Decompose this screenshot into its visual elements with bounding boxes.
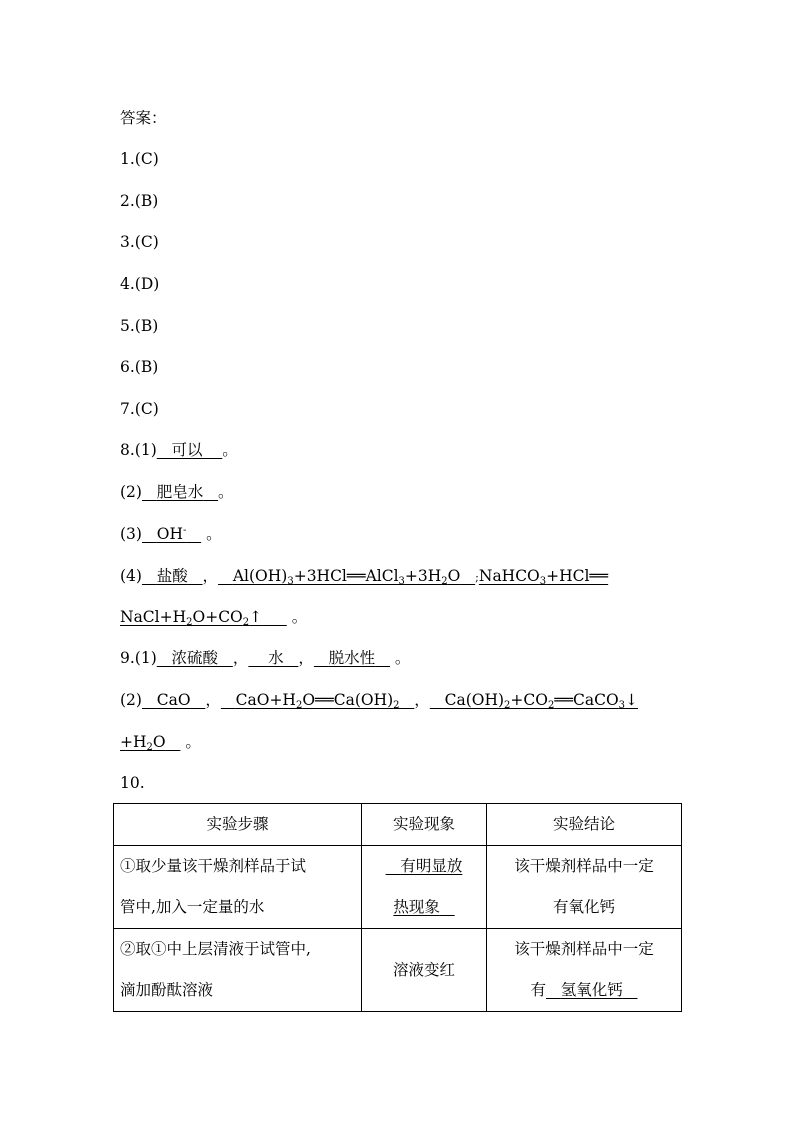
header-steps: 实验步骤 xyxy=(114,804,362,846)
row2-step: ②取①中上层清液于试管中, 滴加酚酞溶液 xyxy=(114,929,362,1012)
q8-part2: (2) 肥皂水 。 xyxy=(120,483,234,501)
q8-part4: (4) 盐酸 ， $Al(OH)_3+3HCl══AlCl_3+3H_2O$ ;NaHCO$_3$+HCl══ xyxy=(120,567,609,587)
q8-p2-answer: 肥皂水 xyxy=(156,483,204,501)
q8-part4-cont: $NaCl+H_2O+CO_2↑$ 。 xyxy=(120,608,308,628)
answer-1: 1.(C) xyxy=(120,150,159,168)
answer-3: 3.(C) xyxy=(120,233,159,251)
answer-heading: 答案： xyxy=(120,109,167,127)
row1-phenomenon: 有明显放 热现象 xyxy=(362,846,487,929)
row2-phenomenon: 溶液变红 xyxy=(362,929,487,1012)
q9-p1-answer1: 浓硫酸 xyxy=(171,649,219,667)
q9-part2-cont: $+H_2O$ 。 xyxy=(120,733,201,753)
q10-label: 10. xyxy=(120,774,145,792)
header-phenomenon: 实验现象 xyxy=(362,804,487,846)
q8-equation-2-start: NaHCO$_3$+HCl══ xyxy=(478,567,609,587)
row1-step: ①取少量该干燥剂样品于试 管中,加入一定量的水 xyxy=(114,846,362,929)
q8-p3-answer: OH xyxy=(156,525,183,543)
answer-6: 6.(B) xyxy=(120,358,159,376)
q8-p4-answer: 盐酸 xyxy=(156,567,188,585)
row2-conclusion-answer: 氢氧化钙 xyxy=(560,981,623,999)
q9-part1: 9.(1) 浓硫酸 ， 水 ， 脱水性 。 xyxy=(120,649,411,667)
answer-4: 4.(D) xyxy=(120,275,160,293)
q9-p2-answer1: CaO xyxy=(156,691,191,709)
q8-part3: (3) OH- 。 xyxy=(120,525,222,543)
q9-p1-answer3: 脱水性 xyxy=(328,649,376,667)
q9-equation-1: $CaO+H_2O══Ca(OH)_2$ xyxy=(235,691,400,711)
q9-part2: (2) CaO ， $CaO+H_2O══Ca(OH)_2$ ， $Ca(OH)_2+CO_2══CaCO_3↓$ xyxy=(120,691,639,711)
q9-equation-2-end: $+H_2O$ xyxy=(120,733,166,753)
header-conclusion: 实验结论 xyxy=(487,804,682,846)
table-header-row xyxy=(114,804,682,846)
q8-p1-answer: 可以 xyxy=(171,441,203,459)
answer-5: 5.(B) xyxy=(120,317,159,335)
q8-equation-1: $Al(OH)_3+3HCl══AlCl_3+3H_2O$ xyxy=(232,567,461,587)
q8-part1: 8.(1) 可以 。 xyxy=(120,441,238,459)
q8-equation-2-end: $NaCl+H_2O+CO_2↑$ xyxy=(120,608,263,628)
row1-conclusion: 该干燥剂样品中一定 有氧化钙 xyxy=(487,846,682,929)
q10-experiment-table xyxy=(113,803,682,1012)
q9-equation-2-start: $Ca(OH)_2+CO_2══CaCO_3↓$ xyxy=(444,691,639,711)
row2-conclusion: 该干燥剂样品中一定 有 氢氧化钙 xyxy=(487,929,682,1012)
table-row xyxy=(114,929,682,1012)
answer-2: 2.(B) xyxy=(120,192,159,210)
q9-p1-answer2: 水 xyxy=(268,649,284,667)
table-row xyxy=(114,846,682,929)
answer-7: 7.(C) xyxy=(120,400,159,418)
